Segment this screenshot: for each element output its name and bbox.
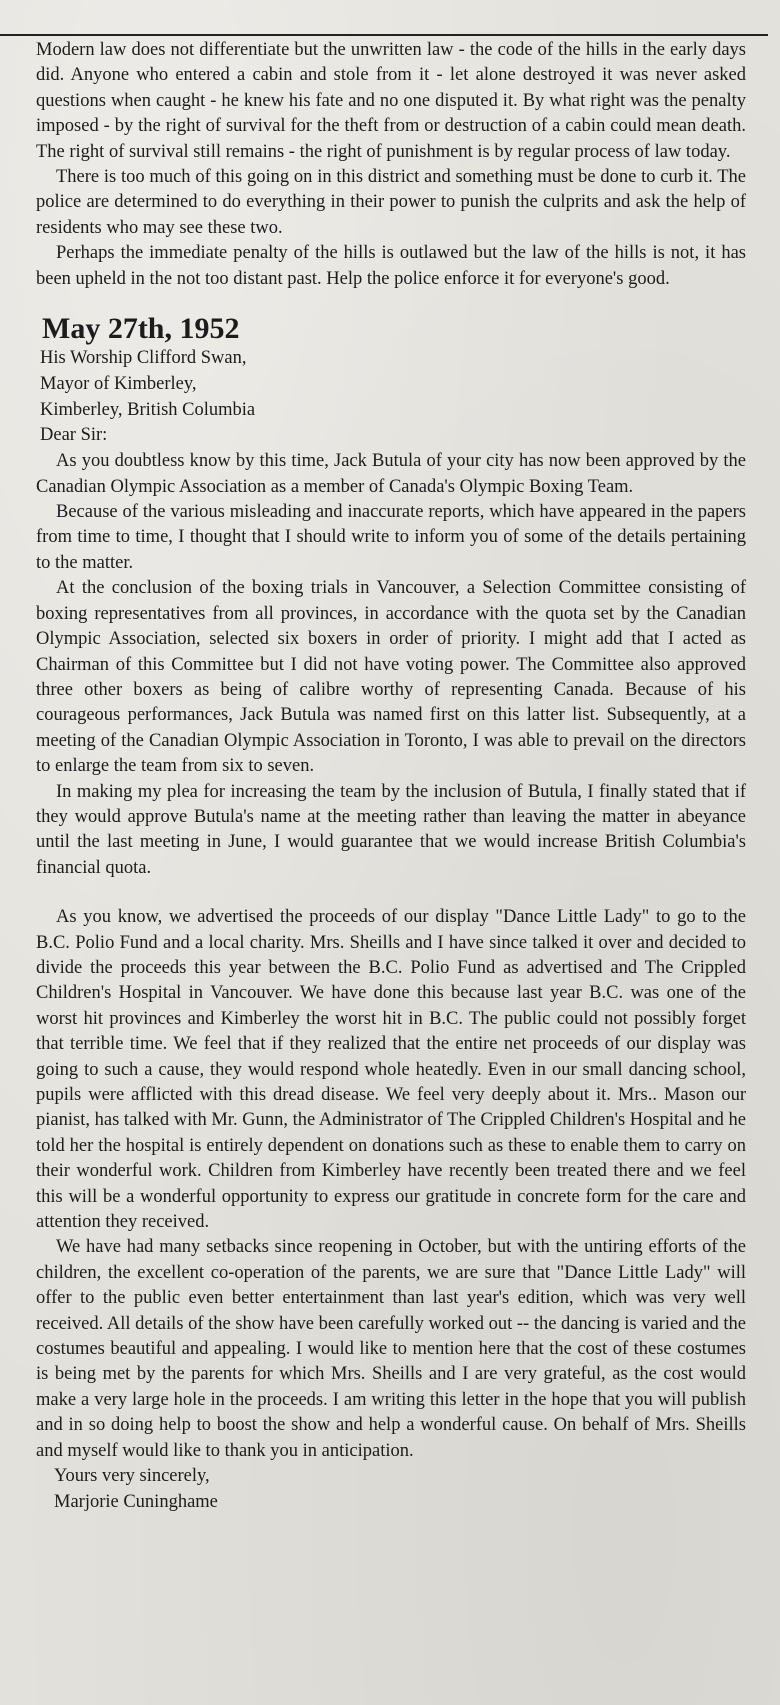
- intro-paragraph: Modern law does not differentiate but the unwritten law - the code of the hills in the early days did. Anyone who entered a cabin and stole from it - let alone destroyed it was never asked questions when caught - he knew his fate and no one disputed it. By what right was the penalty imposed - by the right of survival for the theft from or destruction of a cabin could mean death. The right of survival still remains - the right of punishment is by regular process of law today.: [36, 40, 746, 162]
- letter-address: [36, 346, 746, 423]
- letter-signature: Marjorie Cuninghame: [54, 1491, 218, 1512]
- letter-salutation: Dear Sir:: [40, 425, 108, 446]
- letter-paragraph: At the conclusion of the boxing trials in Vancouver, a Selection Committee consisting of boxing representatives from all provinces, in accordance with the quota set by the Canadian Olympic Association, selected six boxers in order of priority. I might add that I acted as Chairman of this Committee but I did not have voting power. The Committee also approved three other boxers as being of calibre worthy of representing Canada. Because of his courageous performances, Jack Butula was named first on this latter list. Subsequently, at a meeting of the Canadian Olympic Association in Toronto, I was able to prevail on the directors to enlarge the team from six to seven.: [36, 578, 746, 777]
- second-letter-paragraph: We have had many setbacks since reopening in October, but with the untiring efforts of the children, the excellent co-operation of the parents, we are sure that "Dance Little Lady" will offer to the public even better entertainment than last year's edition, which was very well received. All details of the show have been carefully worked out -- the dancing is varied and the costumes beautiful and appealing. I would like to mention here that the cost of these costumes is being met by the parents for which Mrs. Sheills and I are very grateful, as the cost would make a very large hole in the proceeds. I am writing this letter in the hope that you will publish and in so doing help to boost the show and help a wonderful cause. On behalf of Mrs. Sheills and myself would like to thank you in anticipation.: [36, 1237, 746, 1461]
- intro-paragraph: Perhaps the immediate penalty of the hills is outlawed but the law of the hills is not, it has been upheld in the not too distant past. Help the police enforce it for everyone's good.: [36, 243, 746, 289]
- letter-closing: Yours very sincerely,: [54, 1466, 210, 1487]
- second-letter-paragraph: As you know, we advertised the proceeds of our display "Dance Little Lady" to go to the B.C. Polio Fund and a local charity. Mrs. Sheills and I have since talked it over and decided to divide the proceeds this year between the B.C. Polio Fund as advertised and The Crippled Children's Hospital in Vancouver. We have done this because last year B.C. was one of the worst hit provinces and Kimberley the worst hit in B.C. The public could not possibly forget that terrible time. We feel that if they realized that the entire net proceeds of our display was going to such a cause, they would respond whole heatedly. Even in our small dancing school, pupils were afflicted with this dread disease. We feel very deeply about it. Mrs.. Mason our pianist, has talked with Mr. Gunn, the Administrator of The Crippled Children's Hospital and he told her the hospital is entirely dependent on donations such as these to enable them to carry on their wonderful work. Children from Kimberley have recently been treated there and we feel this will be a wonderful opportunity to express our gratitude in concrete form for the care and attention they received.: [36, 907, 746, 1233]
- letter-paragraph: As you doubtless know by this time, Jack Butula of your city has now been approved by the Canadian Olympic Association as a member of Canada's Olympic Boxing Team.: [36, 451, 746, 497]
- top-rule: [0, 34, 768, 36]
- letter-date-heading: May 27th, 1952: [42, 312, 240, 346]
- article-body: [36, 38, 746, 1515]
- address-line: His Worship Clifford Swan,: [40, 348, 247, 369]
- address-line: Mayor of Kimberley,: [40, 373, 197, 394]
- address-line: Kimberley, British Columbia: [40, 399, 256, 420]
- letter-paragraph: Because of the various misleading and inaccurate reports, which have appeared in the papers from time to time, I thought that I should write to inform you of some of the details pertaining to the matter.: [36, 502, 746, 573]
- letter-paragraph: In making my plea for increasing the team by the inclusion of Butula, I finally stated that if they would approve Butula's name at the meeting rather than leaving the matter in abeyance until the last meeting in June, I would guarantee that we would increase British Columbia's financial quota.: [36, 781, 746, 878]
- section-gap: [36, 881, 746, 905]
- intro-paragraph: There is too much of this going on in this district and something must be done to curb it. The police are determined to do everything in their power to punish the culprits and ask the help of residents who may see these two.: [36, 167, 746, 238]
